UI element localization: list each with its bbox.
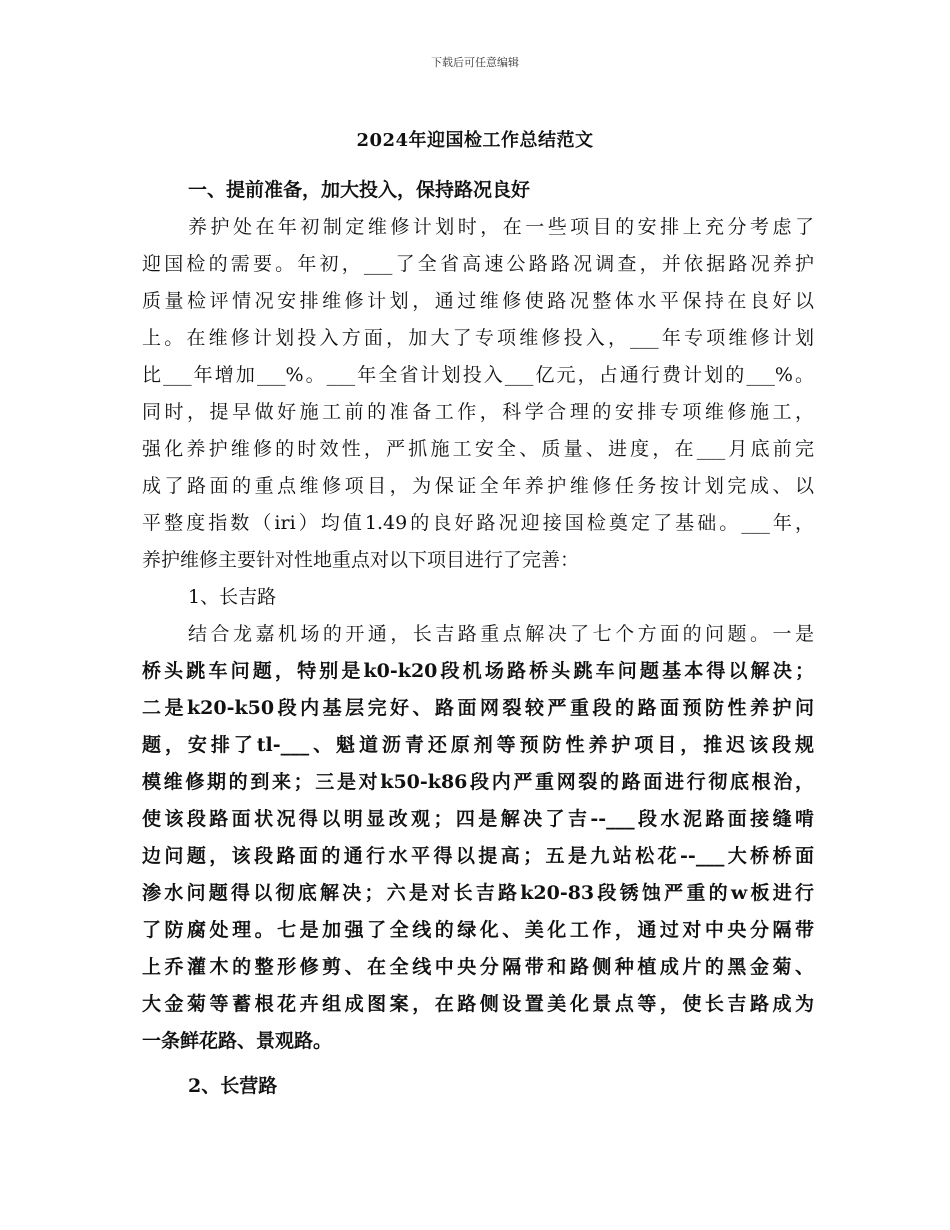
paragraph-line: 上。在维修计划投入方面，加大了专项维修投入，___年专项维修计划 [142,327,814,349]
paragraph-2 [142,616,814,1060]
spacer [142,1060,814,1068]
paragraph-line: 大金菊等蓄根花卉组成图案，在路侧设置美化景点等，使长吉路成为 [142,993,814,1015]
paragraph-line: 迎国检的需要。年初，___了全省高速公路路况调查，并依据路况养护 [142,253,814,275]
paragraph-line: 模维修期的到来；三是对k50-k86段内严重网裂的路面进行彻底根治， [142,771,814,793]
paragraph-line: 养护维修主要针对性地重点对以下项目进行了完善： [142,549,580,571]
paragraph-line: 二是k20-k50段内基层完好、路面网裂较严重段的路面预防性养护问 [142,697,814,719]
paragraph-line: 了防腐处理。七是加强了全线的绿化、美化工作，通过对中央分隔带 [142,919,814,941]
page-header-note: 下载后可任意编辑 [431,56,519,69]
paragraph-line: 强化养护维修的时效性，严抓施工安全、质量、进度，在___月底前完 [142,438,814,460]
document-body [142,172,814,1105]
section-heading: 一、提前准备，加大投入，保持路况良好 [188,179,531,201]
document-title: 2024年迎国检工作总结范文 [356,130,594,151]
paragraph-line: 比___年增加___%。___年全省计划投入___亿元，占通行费计划的___%。 [142,364,814,386]
paragraph-line: 同时，提早做好施工前的准备工作，科学合理的安排专项维修施工， [142,401,814,423]
paragraph-line: 一条鲜花路、景观路。 [142,1030,333,1052]
paragraph-line: 养护处在年初制定维修计划时，在一些项目的安排上充分考虑了 [188,216,814,238]
paragraph-line: 渗水问题得以彻底解决；六是对长吉路k20-83段锈蚀严重的w板进行 [142,882,814,904]
paragraph-1 [142,209,814,579]
item-heading-1: 1、长吉路 [188,586,277,608]
paragraph-line: 成了路面的重点维修项目，为保证全年养护维修任务按计划完成、以 [142,475,814,497]
paragraph-line: 边问题，该段路面的通行水平得以提高；五是九站松花--___大桥桥面 [142,845,814,867]
paragraph-line: 质量检评情况安排维修计划，通过维修使路况整体水平保持在良好以 [142,290,814,312]
paragraph-line: 题，安排了tl-___、魁道沥青还原剂等预防性养护项目，推迟该段规 [142,734,814,756]
paragraph-line: 上乔灌木的整形修剪、在全线中央分隔带和路侧种植成片的黑金菊、 [142,956,814,978]
paragraph-line: 使该段路面状况得以明显改观；四是解决了吉--___段水泥路面接缝啃 [142,808,814,830]
paragraph-line: 结合龙嘉机场的开通，长吉路重点解决了七个方面的问题。一是 [188,623,814,645]
item-heading-2: 2、长营路 [188,1075,278,1097]
paragraph-line: 桥头跳车问题，特别是k0-k20段机场路桥头跳车问题基本得以解决； [142,660,814,682]
paragraph-line: 平整度指数（iri）均值1.49的良好路况迎接国检奠定了基础。___年， [142,512,814,534]
